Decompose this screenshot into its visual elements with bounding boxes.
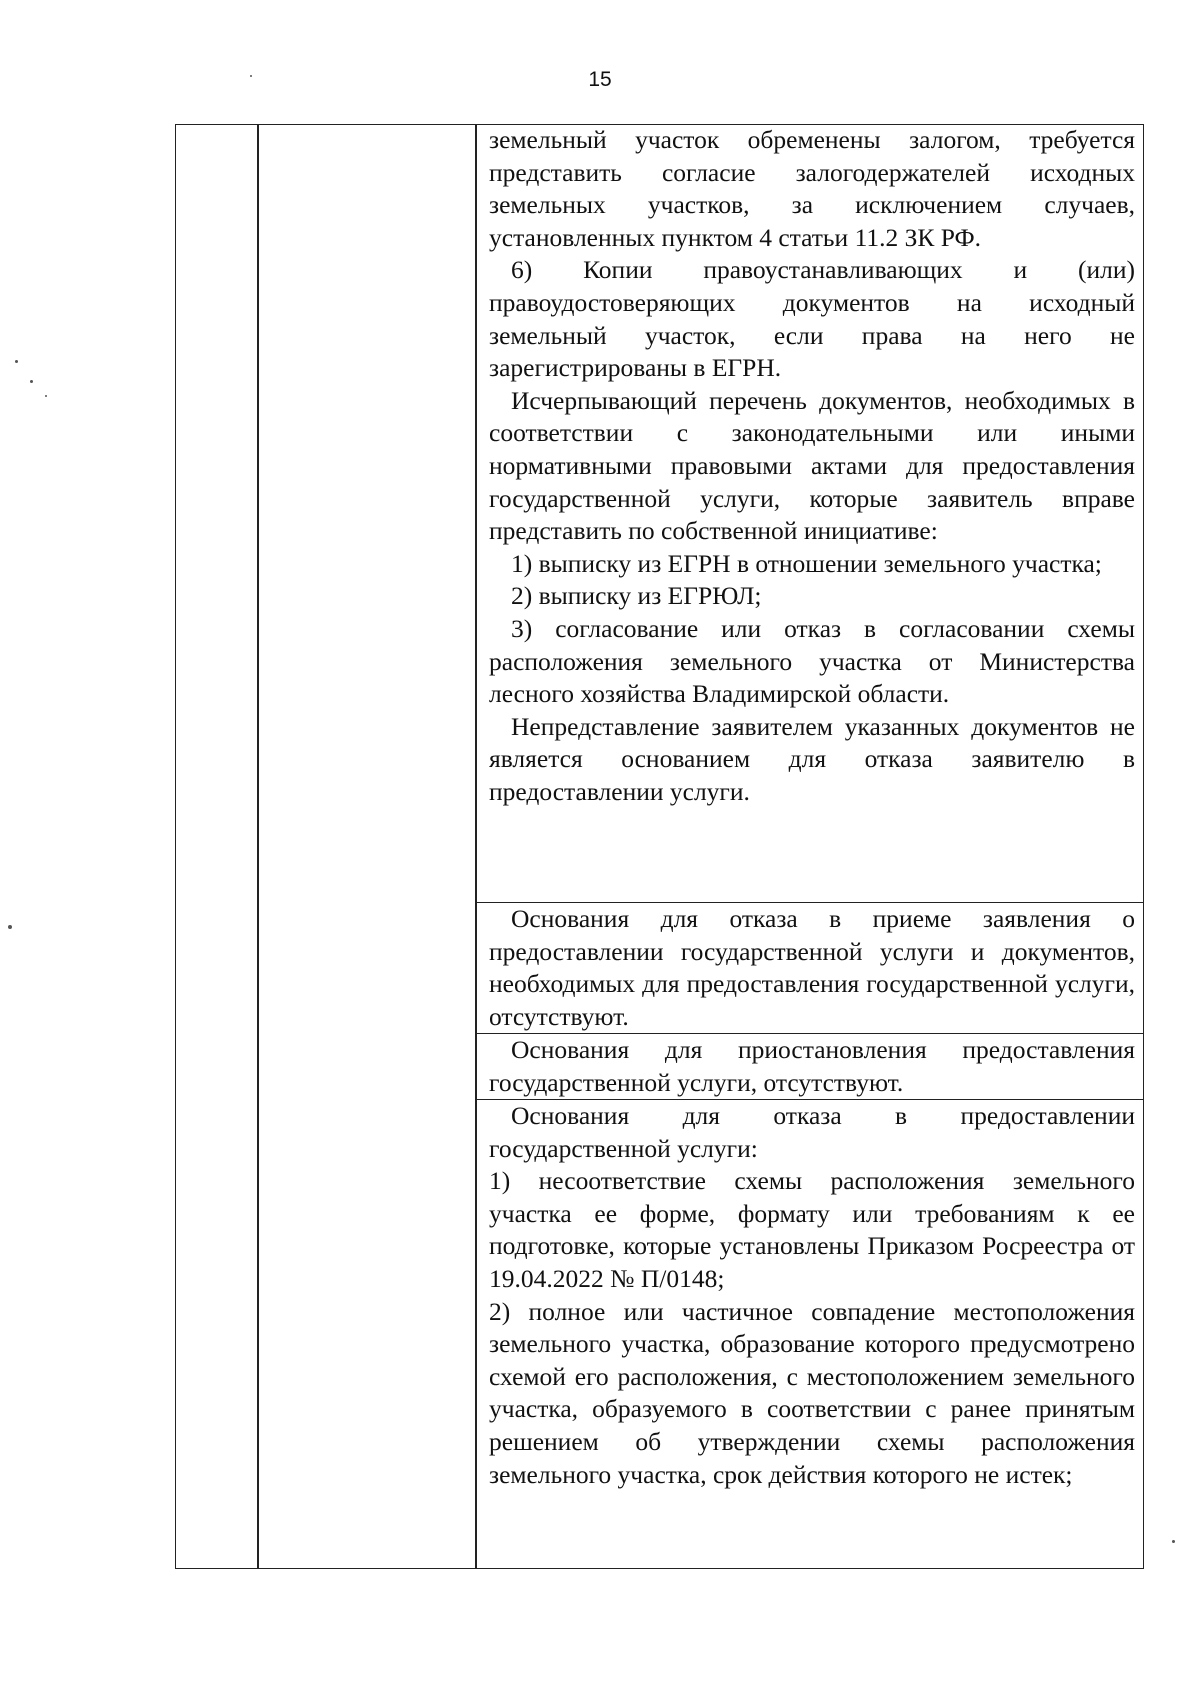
- list-item: 3) согласование или отказ в согласовании схемы расположения земельного участка от Министерства лесного хозяйства Владимирской области.: [489, 613, 1135, 709]
- scan-speck: [1172, 1540, 1175, 1543]
- refusal-grounds-cell: [476, 1100, 1144, 1569]
- list-item: 1) выписку из ЕГРН в отношении земельного участка;: [511, 548, 1102, 578]
- scan-speck: [30, 380, 33, 383]
- suspension-cell: [476, 1034, 1144, 1100]
- documents-cell: [476, 124, 1144, 903]
- list-item: 2) выписку из ЕГРЮЛ;: [511, 581, 762, 611]
- scan-speck: [45, 395, 47, 397]
- scan-speck: [15, 360, 18, 363]
- paragraph: Основания для отказа в приеме заявления о предоставлении государственной услуги и документов, необходимых для предоставления государственной услуги, отсутствуют.: [489, 904, 1135, 1031]
- paragraph: Исчерпывающий перечень документов, необходимых в соответствии с законодательными или иными нормативными правовыми актами для предоставления государственной услуги, которые заявитель вправе представить по собственной инициативе:: [489, 385, 1135, 546]
- paragraph: Основания для приостановления предоставления государственной услуги, отсутствуют.: [489, 1035, 1135, 1097]
- scan-speck: [8, 925, 12, 929]
- scan-speck: [250, 75, 252, 77]
- paragraph: земельный участок обременены залогом, требуется представить согласие залогодержателей исходных земельных участков, за исключением случаев, установленных пунктом 4 статьи 11.2 ЗК РФ.: [489, 125, 1135, 252]
- paragraph: Непредставление заявителем указанных документов не является основанием для отказа заявителю в предоставлении услуги.: [489, 711, 1135, 806]
- list-item: 6) Копии правоустанавливающих и (или) правоудостоверяющих документов на исходный земельный участок, если права на него не зарегистрированы в ЕГРН.: [489, 255, 1135, 383]
- paragraph: Основания для отказа в предоставлении государственной услуги:: [489, 1101, 1135, 1163]
- content-column: [476, 124, 1144, 1569]
- page-number: 15: [588, 68, 612, 91]
- list-item: 1) несоответствие схемы расположения земельного участка ее форме, формату или требованиям к ее подготовке, которые установлены Приказом Росреестра от 19.04.2022 № П/0148;: [489, 1166, 1135, 1293]
- column-divider-1: [257, 124, 259, 1569]
- refusal-reception-cell: [476, 903, 1144, 1034]
- list-item: 2) полное или частичное совпадение местоположения земельного участка, образование которого предусмотрено схемой его расположения, с местоположением земельного участка, образуемого в соответствии с ранее принятым решением об утверждении схемы расположения земельного участка, срок действия которого не истек;: [489, 1296, 1135, 1489]
